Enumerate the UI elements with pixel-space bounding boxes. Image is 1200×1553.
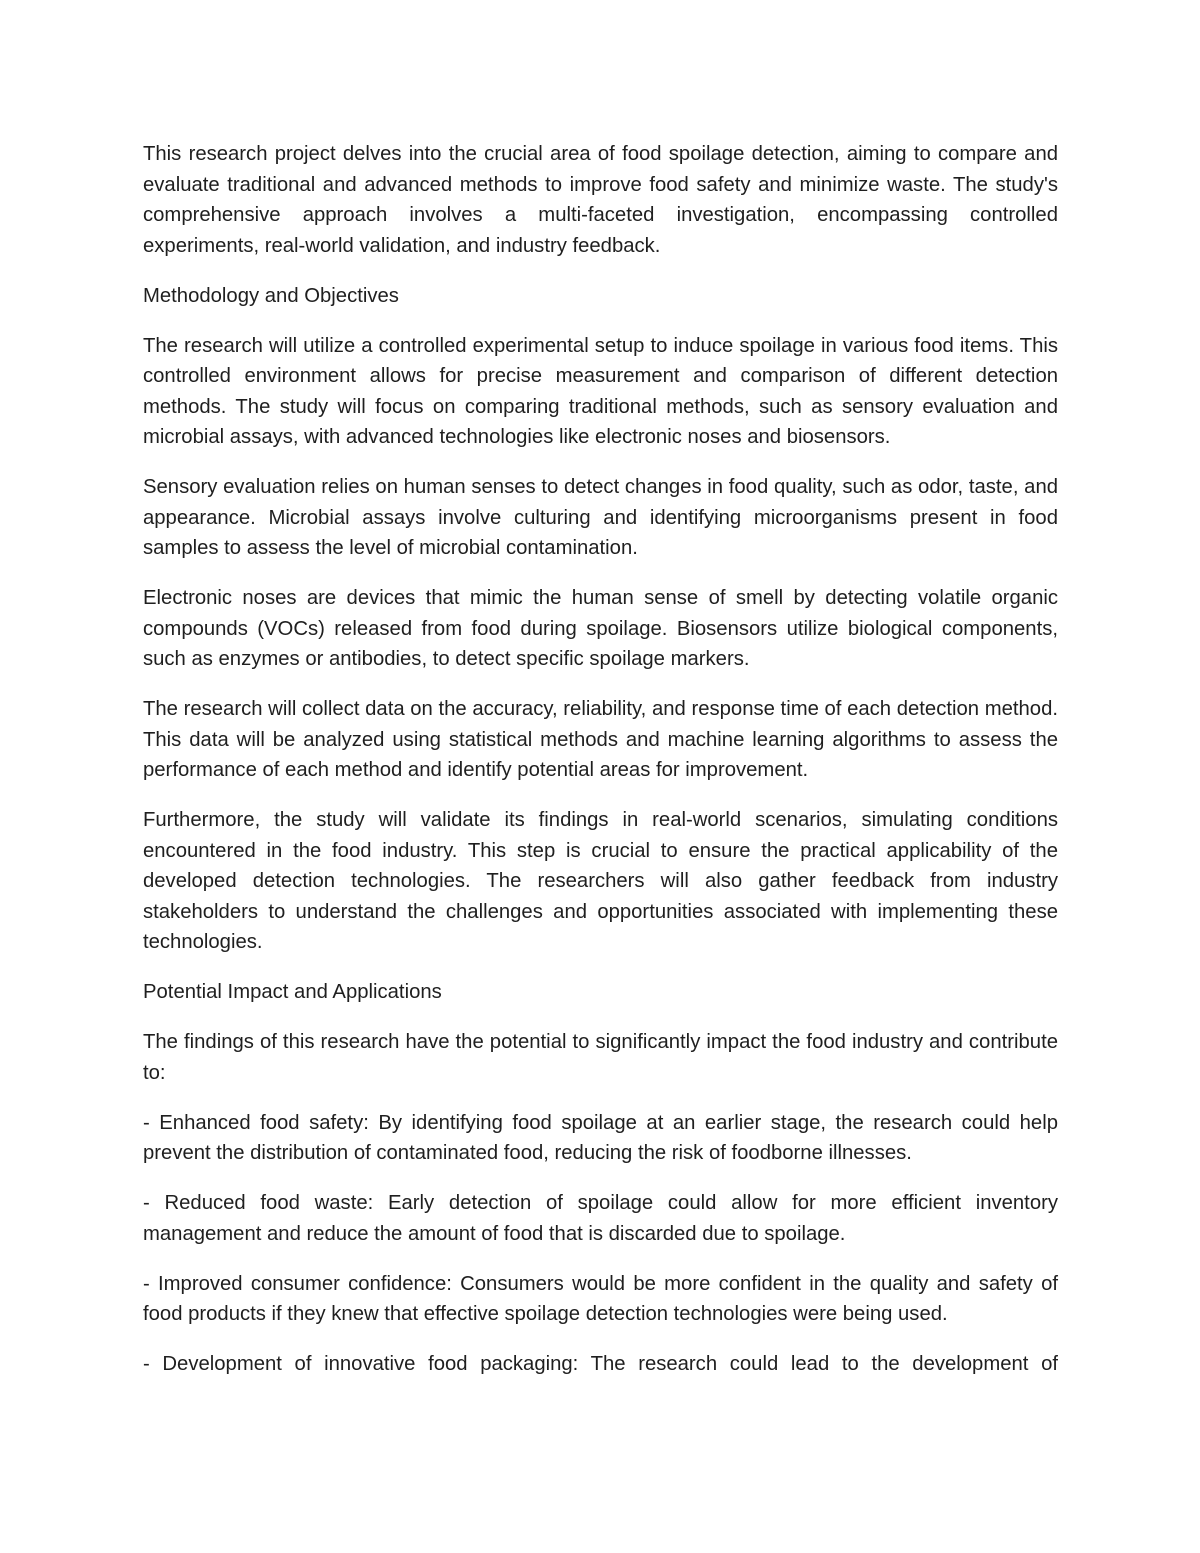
bullet-food-safety: - Enhanced food safety: By identifying food spoilage at an earlier stage, the research could help prevent the distribution of contaminated food, reducing the risk of foodborne illnesses.: [143, 1111, 1058, 1164]
methodology-paragraph-4: The research will collect data on the accuracy, reliability, and response time of each detection method. This data will be analyzed using statistical methods and machine learning algorithms to assess the performance of each method and identify potential areas for improvement.: [143, 698, 1058, 781]
methodology-paragraph-5: Furthermore, the study will validate its findings in real-world scenarios, simulating conditions encountered in the food industry. This step is crucial to ensure the practical applicability of the developed detection technologies. The researchers will also gather feedback from industry stakeholders to understand the challenges and opportunities associated with implementing these technologies.: [143, 809, 1058, 953]
heading-methodology: Methodology and Objectives: [143, 284, 399, 307]
bullet-food-waste: - Reduced food waste: Early detection of spoilage could allow for more efficient inventory management and reduce the amount of food that is discarded due to spoilage.: [143, 1192, 1058, 1245]
bullet-consumer-confidence: - Improved consumer confidence: Consumers would be more confident in the quality and safety of food products if they knew that effective spoilage detection technologies were being used.: [143, 1272, 1058, 1325]
bullet-food-packaging: - Development of innovative food packaging: The research could lead to the development of: [143, 1353, 1058, 1375]
document-page: [143, 139, 1058, 1399]
intro-paragraph: This research project delves into the crucial area of food spoilage detection, aiming to compare and evaluate traditional and advanced methods to improve food safety and minimize waste. The study's comprehensive approach involves a multi-faceted investigation, encompassing controlled experiments, real-world validation, and industry feedback.: [143, 143, 1058, 257]
methodology-paragraph-2: Sensory evaluation relies on human senses to detect changes in food quality, such as odor, taste, and appearance. Microbial assays involve culturing and identifying microorganisms present in food samples to assess the level of microbial contamination.: [143, 476, 1058, 559]
methodology-paragraph-1: The research will utilize a controlled experimental setup to induce spoilage in various food items. This controlled environment allows for precise measurement and comparison of different detection methods. The study will focus on comparing traditional methods, such as sensory evaluation and microbial assays, with advanced technologies like electronic noses and biosensors.: [143, 334, 1058, 448]
heading-impact: Potential Impact and Applications: [143, 981, 442, 1003]
methodology-paragraph-3: Electronic noses are devices that mimic the human sense of smell by detecting volatile organic compounds (VOCs) released from food during spoilage. Biosensors utilize biological components, such as enzymes or antibodies, to detect specific spoilage markers.: [143, 587, 1058, 670]
impact-intro-paragraph: The findings of this research have the potential to significantly impact the food industry and contribute to:: [143, 1031, 1058, 1084]
